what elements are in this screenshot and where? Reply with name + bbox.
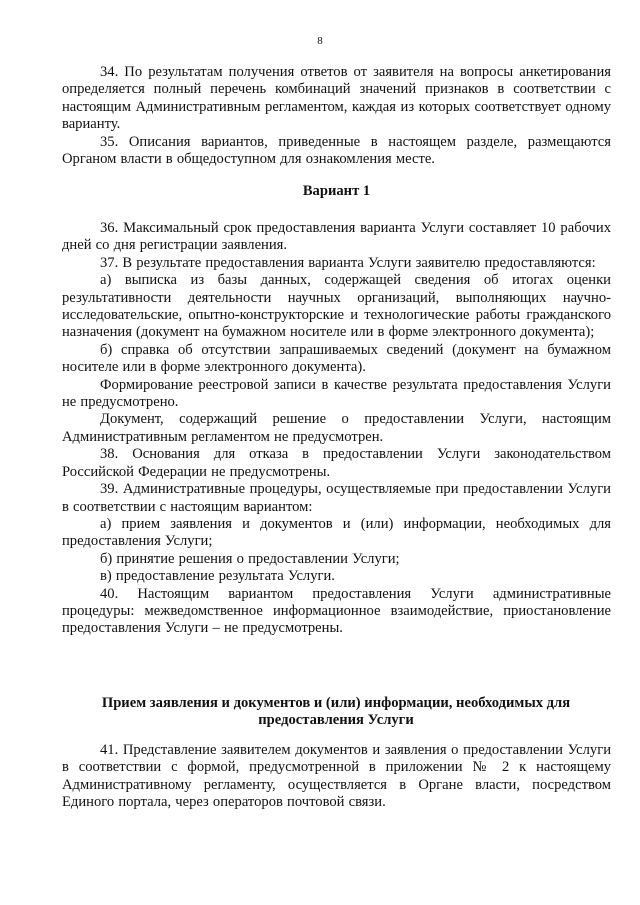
paragraph-39: 39. Административные процедуры, осуществляемые при предоставлении Услуги в соответствии с настоящим вариантом: <box>62 481 611 515</box>
page-number: 8 <box>317 35 323 47</box>
section-variant-1 <box>62 220 611 638</box>
paragraph-37b: б) справка об отсутствии запрашиваемых сведений (документ на бумажном носителе или в форме электронного документа). <box>62 341 611 376</box>
paragraph-37a: а) выписка из базы данных, содержащей сведения об итогах оценки результативности деятельности научных организаций, выполняющих научно-исследовательские, опытно-конструкторские и технологические работы гражданского назначения (документ на бумажном носителе или в форме электронного документа); <box>62 272 611 341</box>
section-reception <box>62 742 611 812</box>
paragraph-39b: б) принятие решения о предоставлении Услуги; <box>100 550 400 567</box>
paragraph-40: 40. Настоящим вариантом предоставления Услуги административные процедуры: межведомственное информационное взаимодействие, приостановление предоставления Услуги – не предусмотрены. <box>62 585 611 637</box>
paragraph-37: 37. В результате предоставления варианта Услуги заявителю предоставляются: <box>100 254 596 271</box>
paragraph-35: 35. Описания вариантов, приведенные в настоящем разделе, размещаются Органом власти в общедоступном для ознакомления месте. <box>62 133 611 168</box>
variant-heading: Вариант 1 <box>302 183 371 199</box>
reception-heading-block <box>80 695 592 730</box>
paragraph-39c: в) предоставление результата Услуги. <box>100 568 335 585</box>
paragraph-39a: а) прием заявления и документов и (или) информации, необходимых для предоставления Услуги; <box>62 515 611 550</box>
reception-heading: Прием заявления и документов и (или) информации, необходимых для предоставления Услуги <box>101 695 571 729</box>
paragraph-34: 34. По результатам получения ответов от заявителя на вопросы анкетирования определяется полный перечень комбинаций значений признаков в соответствии с настоящим Административным регламентом, каждая из которых соответствует одному варианту. <box>62 64 611 133</box>
paragraph-41: 41. Представление заявителем документов и заявления о предоставлении Услуги в соответствии с формой, предусмотренной в приложении № 2 к настоящему Административному регламенту, осуществляется в Органе власти, посредством Единого портала, через операторов почтовой связи. <box>62 742 611 811</box>
paragraph-registry-record: Формирование реестровой записи в качестве результата предоставления Услуги не предусмотрено. <box>62 376 611 411</box>
paragraph-decision-document: Документ, содержащий решение о предоставлении Услуги, настоящим Административным регламентом не предусмотрен. <box>62 411 611 445</box>
paragraph-38: 38. Основания для отказа в предоставлении Услуги законодательством Российской Федерации не предусмотрены. <box>62 446 611 480</box>
variant-heading-block <box>62 183 611 200</box>
section-intro <box>62 64 611 168</box>
paragraph-36: 36. Максимальный срок предоставления варианта Услуги составляет 10 рабочих дней со дня регистрации заявления. <box>62 220 611 254</box>
